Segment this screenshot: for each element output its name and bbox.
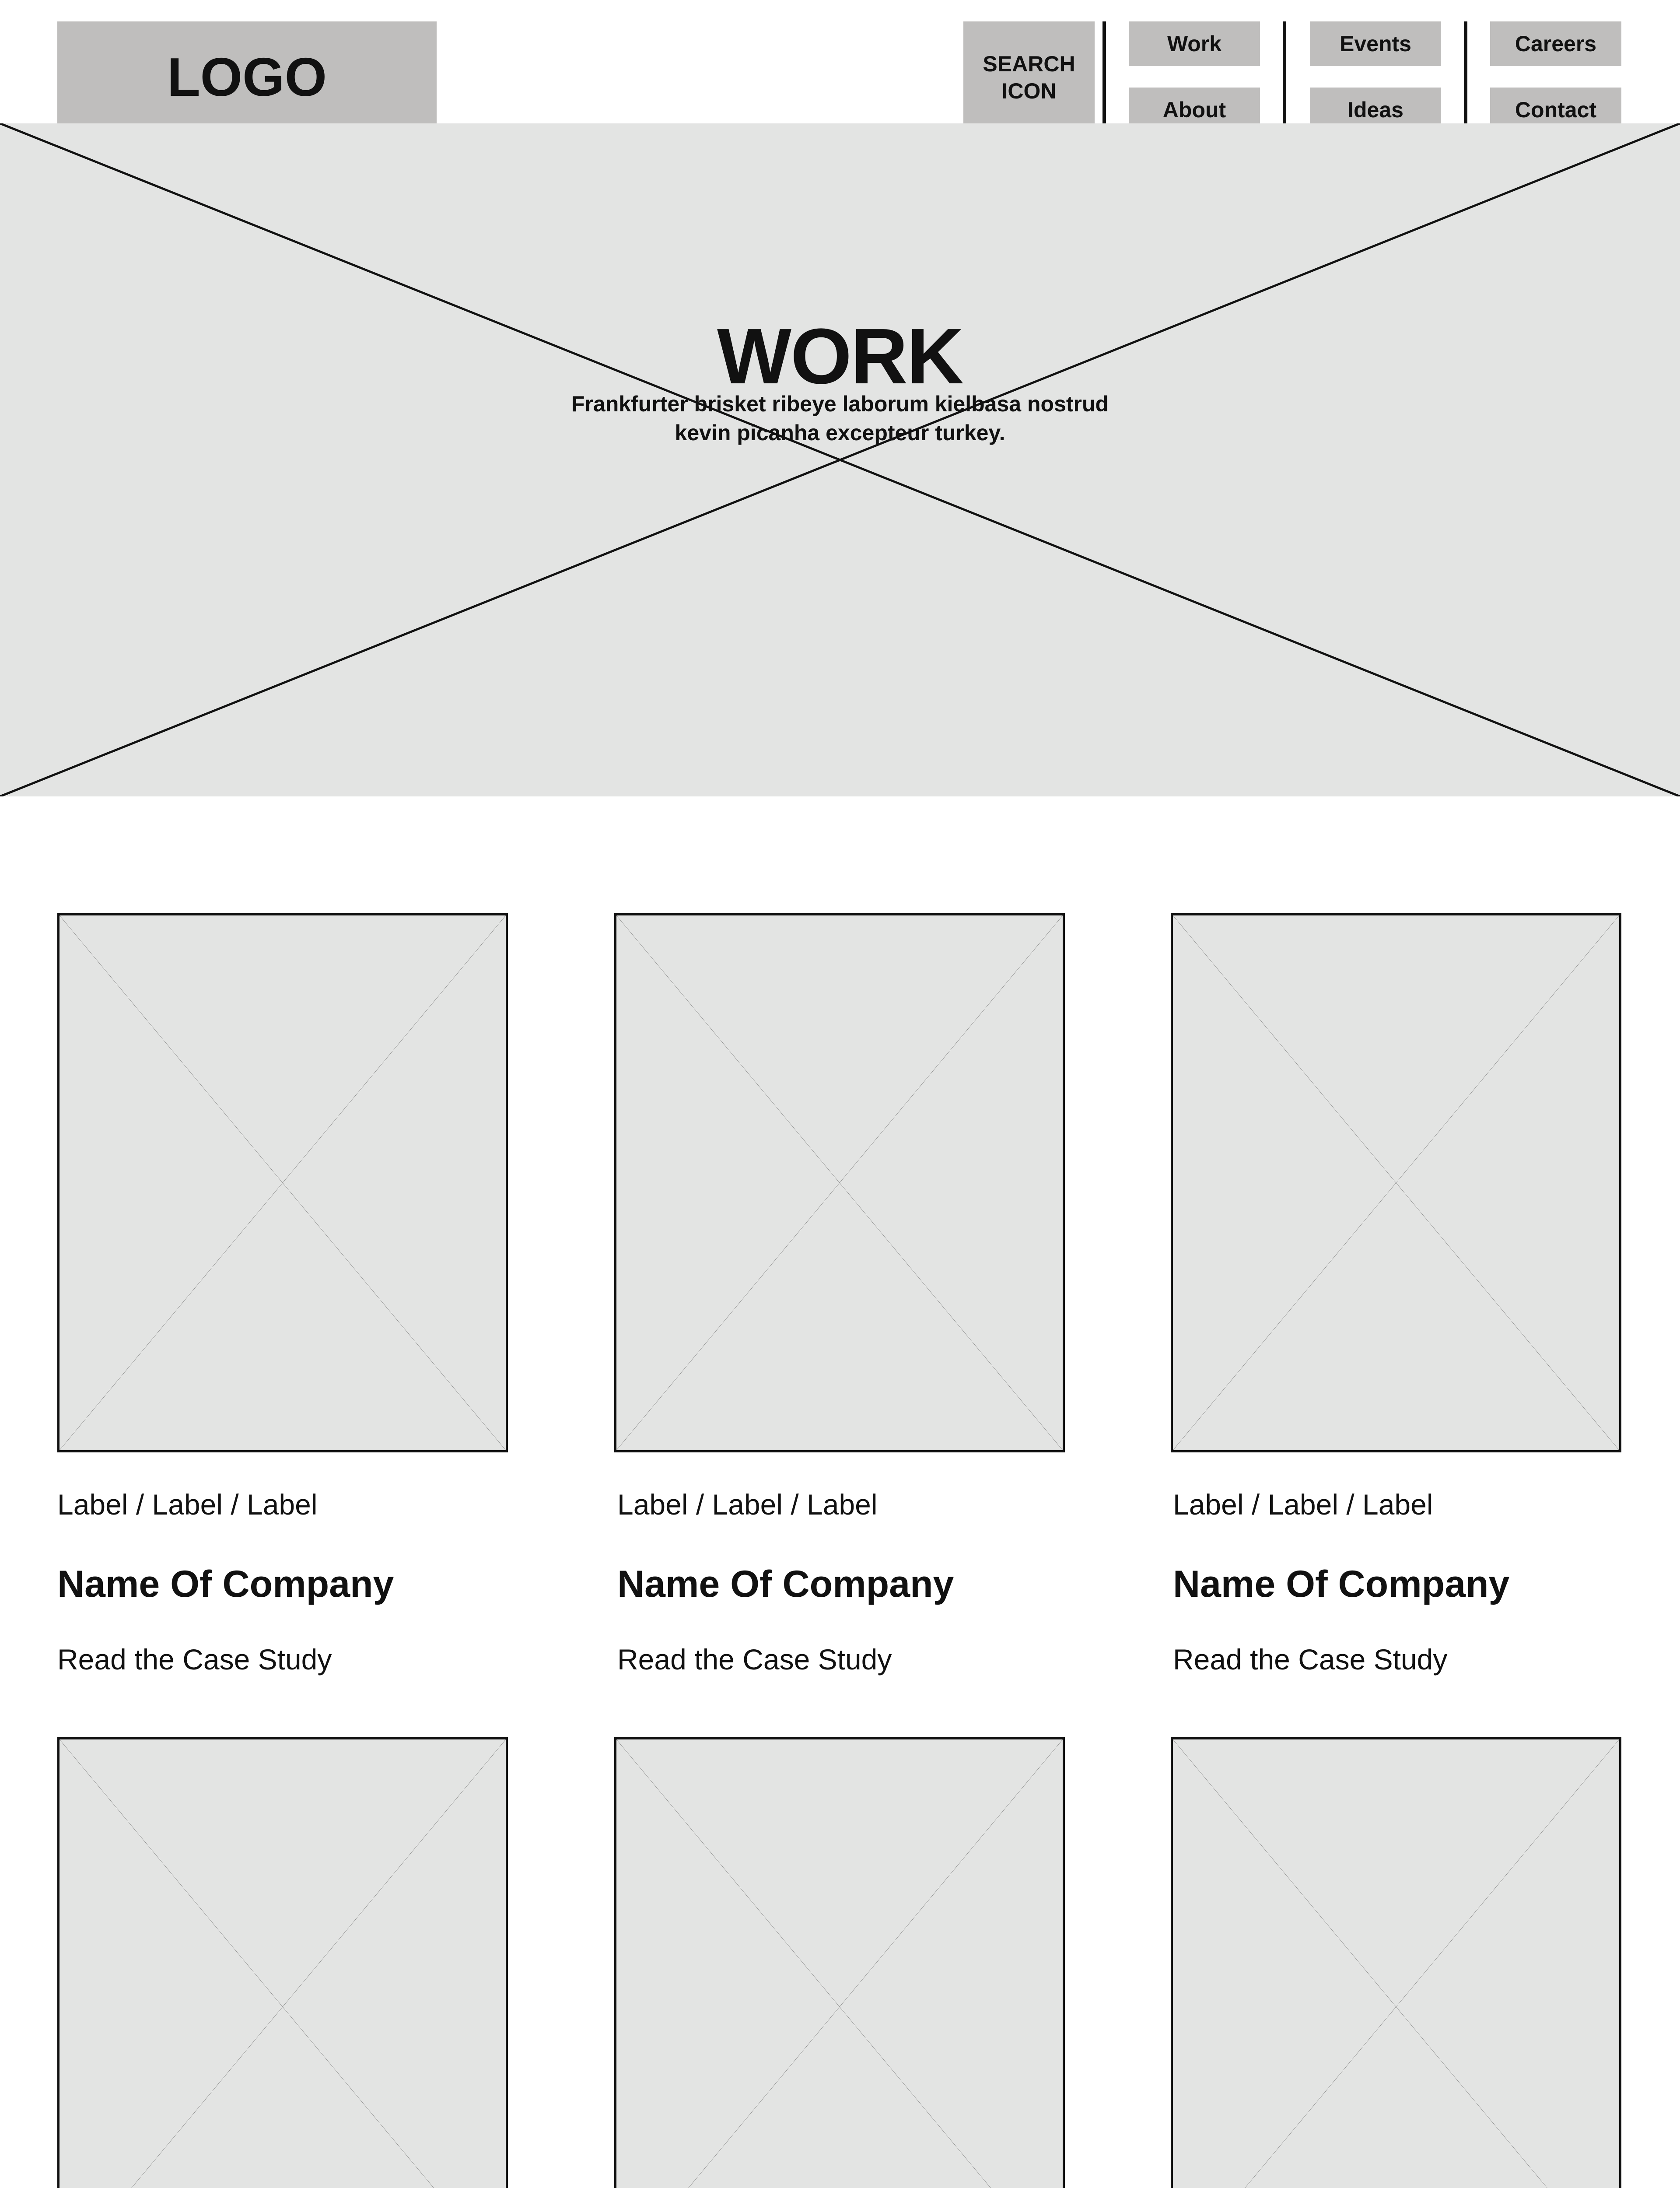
card-company-name[interactable]: Name Of Company xyxy=(617,1563,954,1605)
placeholder-cross-icon xyxy=(1173,915,1619,1450)
card-image-placeholder[interactable] xyxy=(1171,913,1621,1452)
placeholder-cross-icon xyxy=(0,123,1680,796)
nav-divider xyxy=(1283,21,1286,134)
placeholder-cross-icon xyxy=(60,915,506,1450)
logo[interactable]: LOGO xyxy=(57,21,437,133)
card-labels[interactable]: Label / Label / Label xyxy=(57,1488,318,1521)
case-study-link[interactable]: Read the Case Study xyxy=(1173,1643,1448,1676)
placeholder-cross-icon xyxy=(1173,1739,1619,2188)
nav-contact[interactable]: Contact xyxy=(1490,88,1621,132)
placeholder-cross-icon xyxy=(616,915,1063,1450)
placeholder-cross-icon xyxy=(616,1739,1063,2188)
card-image-placeholder[interactable] xyxy=(57,1737,508,2188)
nav-events[interactable]: Events xyxy=(1310,21,1441,66)
card-image-placeholder[interactable] xyxy=(57,913,508,1452)
case-study-link[interactable]: Read the Case Study xyxy=(57,1643,332,1676)
hero-image-placeholder xyxy=(0,123,1680,796)
placeholder-cross-icon xyxy=(60,1739,506,2188)
nav-divider xyxy=(1102,21,1106,134)
card-company-name[interactable]: Name Of Company xyxy=(1173,1563,1510,1605)
search-icon-button[interactable]: SEARCH ICON xyxy=(963,21,1095,133)
nav-ideas[interactable]: Ideas xyxy=(1310,88,1441,132)
nav-work[interactable]: Work xyxy=(1129,21,1260,66)
hero-description: Frankfurter brisket ribeye laborum kielbasa nostrud kevin picanha excepteur turkey. xyxy=(571,392,1109,445)
card-labels[interactable]: Label / Label / Label xyxy=(1173,1488,1433,1521)
page-title: WORK xyxy=(717,312,963,400)
nav-careers[interactable]: Careers xyxy=(1490,21,1621,66)
card-image-placeholder[interactable] xyxy=(614,913,1065,1452)
nav-about[interactable]: About xyxy=(1129,88,1260,132)
card-company-name[interactable]: Name Of Company xyxy=(57,1563,394,1605)
card-image-placeholder[interactable] xyxy=(1171,1737,1621,2188)
case-study-link[interactable]: Read the Case Study xyxy=(617,1643,892,1676)
card-labels[interactable]: Label / Label / Label xyxy=(617,1488,878,1521)
card-image-placeholder[interactable] xyxy=(614,1737,1065,2188)
nav-divider xyxy=(1464,21,1467,134)
